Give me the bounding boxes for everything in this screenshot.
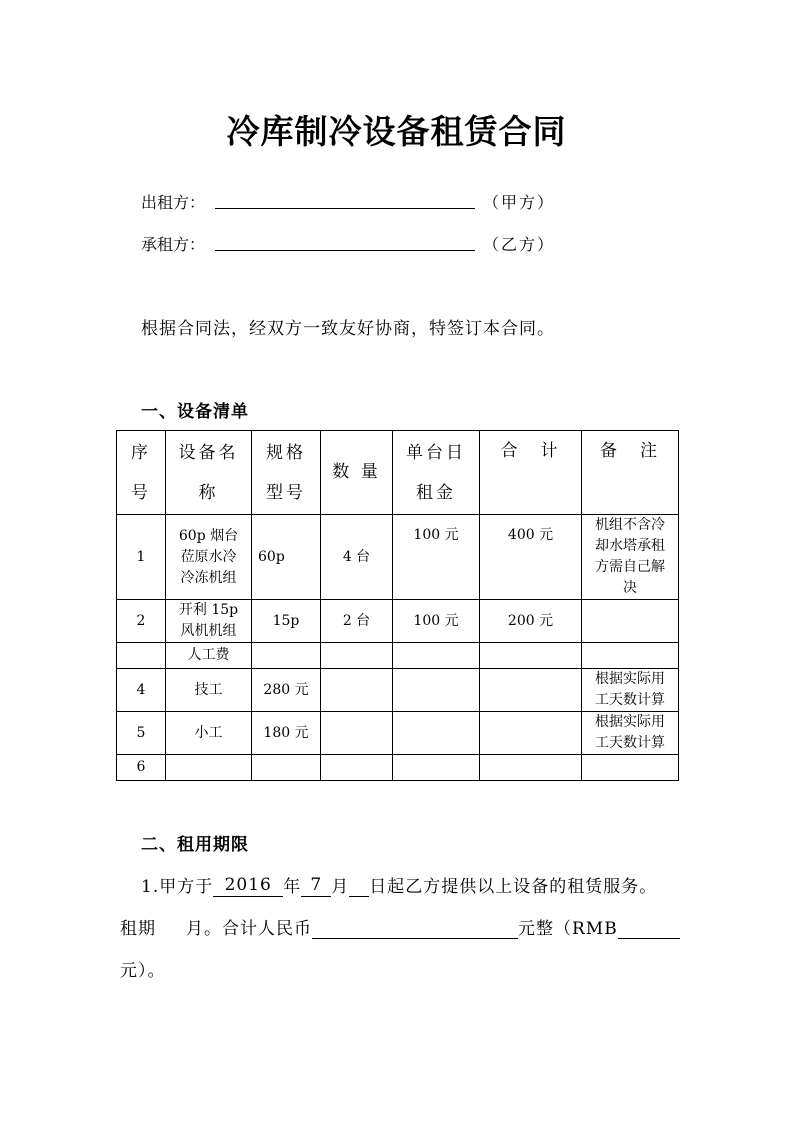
cell-name: 技工 [166,669,252,712]
term-paragraph-line1 [141,872,657,897]
year-unit: 年 [283,877,302,897]
term-paragraph-line2 [120,914,680,939]
cell-qty [321,643,393,669]
table-row [117,643,679,669]
cell-price [393,755,480,781]
intro-paragraph: 根据合同法，经双方一致友好协商，特签订本合同。 [141,319,555,339]
header-qty: 数 量 [321,431,393,515]
cell-name [166,755,252,781]
cell-price [393,643,480,669]
term-suffix: 日起乙方提供以上设备的租赁服务。 [369,877,658,897]
cell-total [480,643,582,669]
section-equipment-list: 一、设备清单 [141,402,249,422]
header-seq: 序 号 [117,431,166,515]
cell-qty [321,669,393,712]
cell-name: 小工 [166,712,252,755]
section-rental-term: 二、租用期限 [141,835,249,855]
cell-name: 开利 15p 风机机组 [166,600,252,643]
header-price: 单台日 租金 [393,431,480,515]
header-spec: 规格 型号 [252,431,321,515]
cell-note [582,600,679,643]
cell-qty: 2 台 [321,600,393,643]
cell-name: 人工费 [166,643,252,669]
cell-price [393,712,480,755]
lessor-blank[interactable] [215,208,475,209]
header-total: 合 计 [480,431,582,515]
cell-spec: 280 元 [252,669,321,712]
cell-price: 100 元 [393,515,480,600]
cell-note: 机组不含冷 却水塔承租 方需自己解 决 [582,515,679,600]
cell-seq: 5 [117,712,166,755]
rmb-label: 元整（RMB [518,919,618,939]
cell-spec: 180 元 [252,712,321,755]
cell-price [393,669,480,712]
term-paragraph-line3: 元）。 [120,961,166,981]
cell-name: 60p 烟台 莅原水冷 冷冻机组 [166,515,252,600]
table-header-row [117,431,679,515]
lessor-role: （甲方） [483,193,556,212]
cell-spec [252,643,321,669]
cell-seq: 1 [117,515,166,600]
header-note: 备 注 [582,431,679,515]
equipment-table [116,430,679,781]
cell-total [480,712,582,755]
lessee-line [141,232,561,256]
lessee-label: 承租方： [141,235,206,254]
cell-note [582,643,679,669]
total-rmb-field[interactable] [312,916,518,939]
cell-spec: 15p [252,600,321,643]
table-row [117,515,679,600]
lessor-line [141,190,561,214]
start-year-field[interactable]: 2016 [213,874,283,897]
document-title: 冷库制冷设备租赁合同 [226,112,567,151]
cell-note [582,755,679,781]
cell-qty [321,712,393,755]
start-month-field[interactable]: 7 [301,874,331,897]
cell-total [480,755,582,781]
lessee-role: （乙方） [483,235,556,254]
cell-qty: 4 台 [321,515,393,600]
cell-price: 100 元 [393,600,480,643]
cell-note: 根据实际用 工天数计算 [582,712,679,755]
total-rmb-label: 月。合计人民币 [186,919,312,939]
cell-seq: 6 [117,755,166,781]
cell-qty [321,755,393,781]
table-row [117,600,679,643]
rmb-amount-field[interactable] [618,916,680,939]
cell-total [480,669,582,712]
lessor-label: 出租方： [141,193,206,212]
month-unit: 月 [331,877,350,897]
header-name: 设备名 称 [166,431,252,515]
cell-total: 200 元 [480,600,582,643]
table-row [117,755,679,781]
start-day-field[interactable] [349,874,369,897]
cell-spec: 60p [252,515,321,600]
cell-total: 400 元 [480,515,582,600]
cell-seq: 2 [117,600,166,643]
table-row [117,669,679,712]
lessee-blank[interactable] [215,250,475,251]
term-label: 租期 [120,919,156,939]
cell-seq [117,643,166,669]
cell-seq: 4 [117,669,166,712]
cell-spec [252,755,321,781]
table-row [117,712,679,755]
term-prefix: 1.甲方于 [141,877,214,897]
cell-note: 根据实际用 工天数计算 [582,669,679,712]
